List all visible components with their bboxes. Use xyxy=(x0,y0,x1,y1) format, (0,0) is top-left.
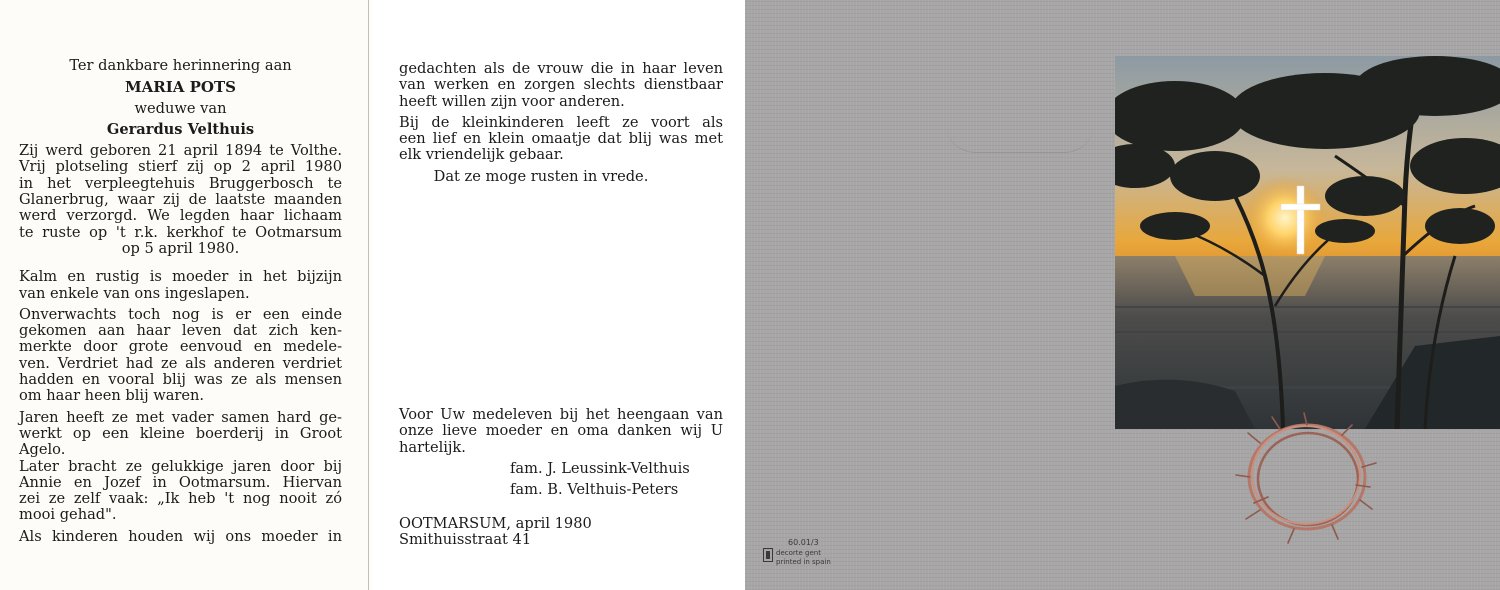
middle-page xyxy=(372,0,745,590)
publisher-mark xyxy=(763,538,883,578)
grandchildren-paragraph xyxy=(399,115,723,164)
text-line: om haar heen blij waren. xyxy=(19,387,205,405)
text-line: elk vriendelijk gebaar. xyxy=(399,146,564,164)
fold-line xyxy=(368,0,369,590)
signature-leussink: fam. J. Leussink-Velthuis xyxy=(510,459,690,477)
memory-paragraph xyxy=(19,529,342,545)
intro-line: Ter dankbare herinnering aan xyxy=(69,57,292,74)
card-tab-cut xyxy=(945,122,1095,153)
text-line: werkt op een kleine boerderij in Groot xyxy=(19,424,342,442)
text-line: Jaren heeft ze met vader samen hard ge- xyxy=(19,408,342,426)
publisher-logo-icon xyxy=(763,548,773,562)
text-line: hartelijk. xyxy=(399,438,466,456)
publisher-name: decorte gent xyxy=(776,549,821,557)
text-line: te ruste op 't r.k. kerkhof te Ootmarsum xyxy=(19,223,342,241)
text-line: gekomen aan haar leven dat zich ken- xyxy=(19,322,342,340)
address: Smithuisstraat 41 xyxy=(399,530,532,548)
text-line: Agelo. xyxy=(19,441,66,459)
farm-paragraph xyxy=(19,410,342,459)
text-line: Glanerbrug, waar zij de laatste maanden xyxy=(19,191,342,209)
place-date: OOTMARSUM, april 1980 xyxy=(399,514,592,532)
text-line: een lief en klein omaatje dat blij was met xyxy=(399,130,723,148)
husband-name: Gerardus Velthuis xyxy=(106,120,255,138)
crown-of-thorns-icon xyxy=(1232,405,1382,545)
text-line: van enkele van ons ingeslapen. xyxy=(19,284,250,302)
text-line: merkte door grote eenvoud en medele- xyxy=(19,338,342,356)
text-line: Bij de kleinkinderen leeft ze voort als xyxy=(399,113,723,131)
text-line: Onverwachts toch nog is er een einde xyxy=(19,305,342,323)
deceased-name: MARIA POTS xyxy=(125,78,236,97)
text-line: Later bracht ze gelukkige jaren door bij xyxy=(19,457,342,475)
text-line: zei ze zelf vaak: „Ik heb 't nog nooit zó xyxy=(19,490,342,508)
signature-velthuis: fam. B. Velthuis-Peters xyxy=(510,481,679,499)
text-line: Kalm en rustig is moeder in het bijzijn xyxy=(19,268,342,286)
text-line: Zij werd geboren 21 april 1894 te Volthe. xyxy=(19,142,342,160)
publisher-code: 60.01/3 xyxy=(788,538,819,547)
thanks-paragraph xyxy=(399,407,723,456)
text-line: werd verzorgd. We legden haar lichaam xyxy=(19,207,342,225)
text-line: Annie en Jozef in Ootmarsum. Hiervan xyxy=(19,473,342,491)
text-line: mooi gehad". xyxy=(19,506,117,524)
printed-in: printed in spain xyxy=(776,558,831,566)
text-line: heeft willen zijn voor anderen. xyxy=(399,92,625,110)
middle-text-column xyxy=(399,61,723,548)
life-paragraph xyxy=(19,307,342,405)
text-line: op 5 april 1980. xyxy=(121,239,240,257)
memory-continued-paragraph xyxy=(399,61,723,110)
left-page xyxy=(0,0,372,590)
sun-reflection xyxy=(1175,256,1325,296)
text-line: gedachten als de vrouw die in haar leven xyxy=(399,60,723,77)
widow-of-line: weduwe van xyxy=(134,99,227,117)
text-line: ven. Verdriet had ze als anderen verdriet xyxy=(19,354,342,372)
text-line: Vrij plotseling stierf zij op 2 april 1980 xyxy=(19,158,342,176)
text-line: hadden en vooral blij was ze als mensen xyxy=(19,371,342,389)
photo-scene xyxy=(1115,56,1500,429)
left-text-column xyxy=(19,58,342,545)
text-line: in het verpleegtehuis Bruggerbosch te xyxy=(19,174,342,192)
passing-paragraph xyxy=(19,269,342,302)
text-line: van werken en zorgen slechts dienstbaar xyxy=(399,76,723,94)
later-years-paragraph xyxy=(19,459,342,524)
text-line: Voor Uw medeleven bij het heengaan van xyxy=(399,406,723,424)
text-line: onze lieve moeder en oma danken wij U xyxy=(399,422,723,440)
blessing-line: Dat ze moge rusten in vrede. xyxy=(433,167,649,185)
sunset-pines-photo xyxy=(1115,56,1500,429)
text-line: Als kinderen houden wij ons moeder in xyxy=(19,527,342,545)
biography-paragraph xyxy=(19,143,342,257)
